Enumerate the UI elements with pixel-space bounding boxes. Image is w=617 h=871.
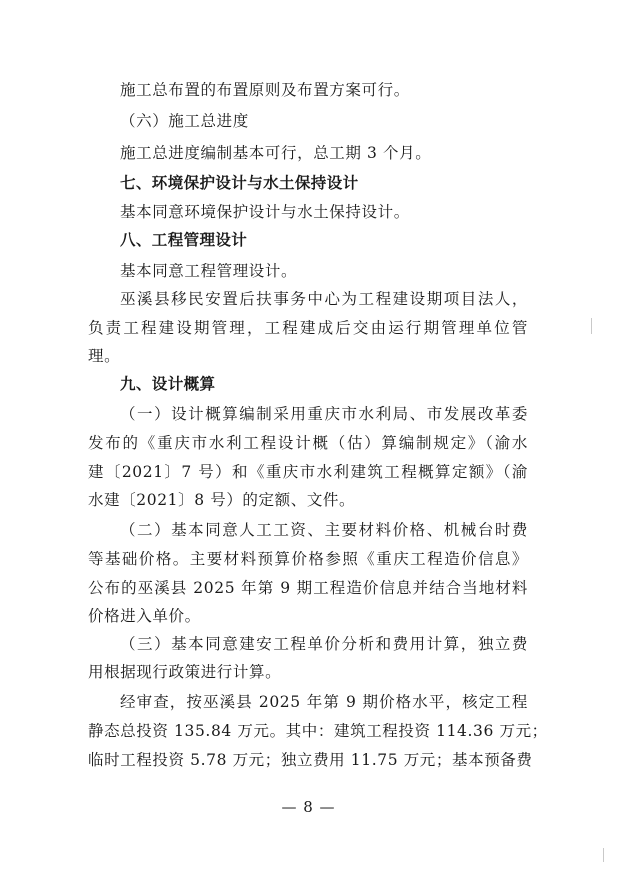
body-line: 施工总进度编制基本可行，总工期 3 个月。 xyxy=(120,144,432,162)
body-line: （一）设计概算编制采用重庆市水利局、市发展改革委 xyxy=(120,405,528,423)
body-line: 基本同意环境保护设计与水土保持设计。 xyxy=(120,203,410,221)
body-line: 静态总投资 135.84 万元。其中：建筑工程投资 114.36 万元； xyxy=(88,722,548,740)
section-heading: 八、工程管理设计 xyxy=(120,231,248,249)
body-line: 负责工程建设期管理，工程建成后交由运行期管理单位管 xyxy=(88,319,528,337)
body-line: 等基础价格。主要材料预算价格参照《重庆工程造价信息》 xyxy=(88,550,528,568)
scan-mark xyxy=(603,848,604,862)
body-line: 基本同意工程管理设计。 xyxy=(120,262,298,280)
section-heading: 七、环境保护设计与水土保持设计 xyxy=(120,174,359,192)
body-line: 建〔2021〕7 号）和《重庆市水利建筑工程概算定额》（渝 xyxy=(88,463,528,481)
body-line: 水建〔2021〕8 号）的定额、文件。 xyxy=(88,491,356,509)
body-line: 用根据现行政策进行计算。 xyxy=(88,663,282,681)
body-line: 经审查，按巫溪县 2025 年第 9 期价格水平，核定工程 xyxy=(120,693,528,711)
body-line: 巫溪县移民安置后扶事务中心为工程建设期项目法人， xyxy=(120,290,528,308)
subsection-heading: （六）施工总进度 xyxy=(120,112,249,130)
scan-mark xyxy=(591,318,592,334)
body-line: 施工总布置的布置原则及布置方案可行。 xyxy=(120,81,410,99)
body-line: 临时工程投资 5.78 万元；独立费用 11.75 万元；基本预备费 xyxy=(88,751,533,769)
body-line: 发布的《重庆市水利工程设计概（估）算编制规定》（渝水 xyxy=(88,434,528,452)
body-line: （二）基本同意人工工资、主要材料价格、机械台时费 xyxy=(120,521,528,539)
body-line: 价格进入单价。 xyxy=(88,607,201,625)
body-line: 理。 xyxy=(88,347,121,365)
body-line: 公布的巫溪县 2025 年第 9 期工程造价信息并结合当地材料 xyxy=(88,579,528,597)
section-heading: 九、设计概算 xyxy=(120,375,216,393)
page-number: — 8 — xyxy=(281,798,336,816)
body-line: （三）基本同意建安工程单价分析和费用计算，独立费 xyxy=(120,635,528,653)
